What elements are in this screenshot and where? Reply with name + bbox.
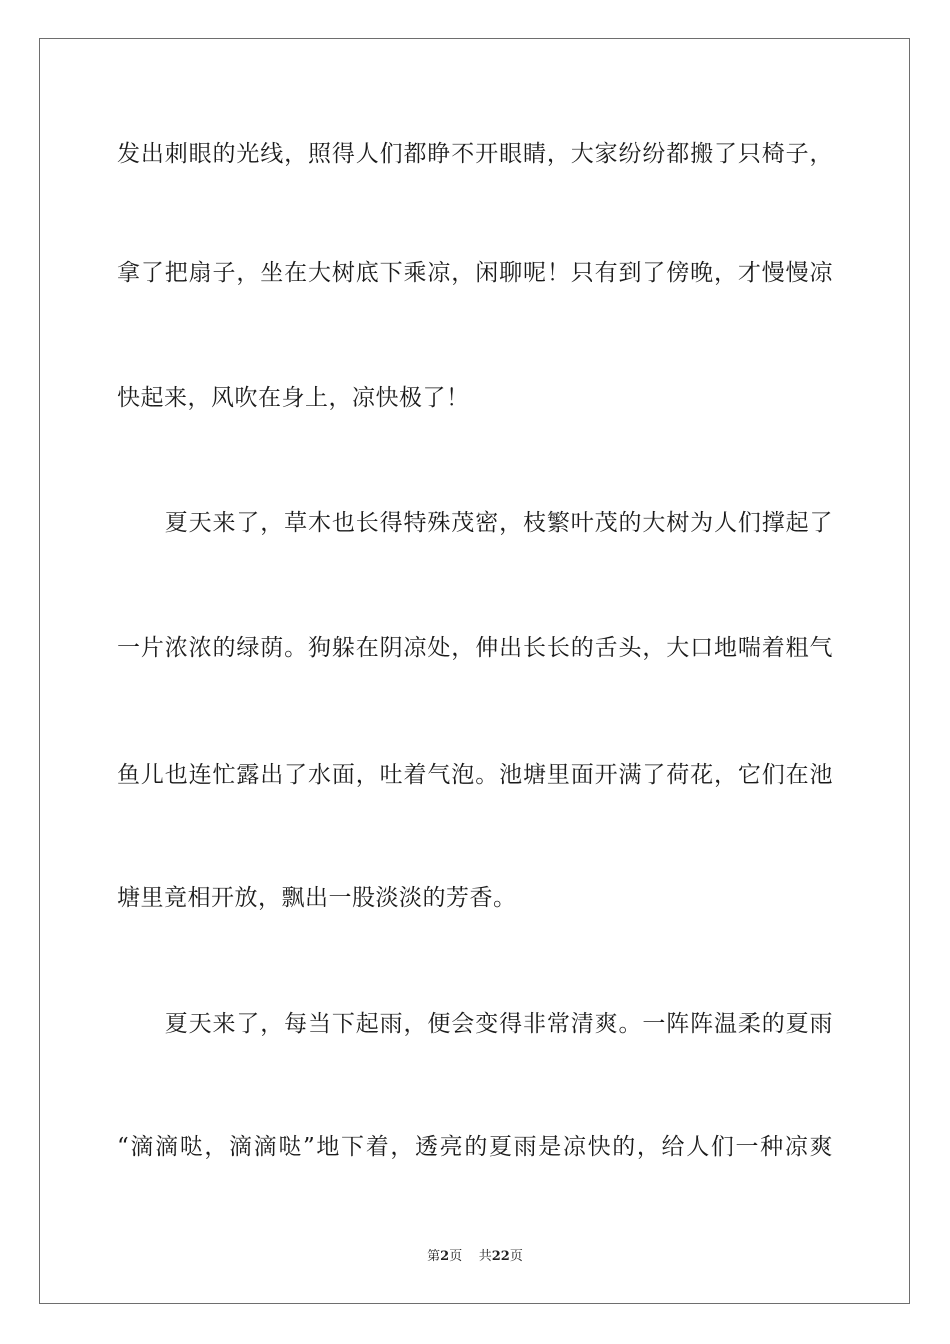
text-line: 快起来，风吹在身上，凉快极了！ [117, 385, 470, 411]
text-line: 塘里竟相开放，飘出一股淡淡的芳香。 [117, 885, 517, 911]
page-footer [0, 1248, 950, 1266]
total-pages: 22 [491, 1249, 510, 1264]
text-line: 一片浓浓的绿荫。狗躲在阴凉处，伸出长长的舌头，大口地喘着粗气 [117, 635, 833, 661]
text-line: 拿了把扇子，坐在大树底下乘凉，闲聊呢！只有到了傍晚，才慢慢凉 [117, 260, 833, 286]
text-line: 发出刺眼的光线，照得人们都睁不开眼睛，大家纷纷都搬了只椅子， [117, 141, 833, 167]
page-number: 2 [440, 1249, 450, 1264]
page-prefix: 第 [427, 1249, 441, 1264]
text-line: “滴滴哒，滴滴哒”地下着，透亮的夏雨是凉快的，给人们一种凉爽 [117, 1134, 833, 1160]
text-line: 鱼儿也连忙露出了水面，吐着气泡。池塘里面开满了荷花，它们在池 [117, 762, 833, 788]
total-suffix: 页 [509, 1249, 523, 1264]
text-line: 夏天来了，草木也长得特殊茂密，枝繁叶茂的大树为人们撑起了 [117, 510, 833, 536]
page-border [39, 38, 910, 1304]
text-line: 夏天来了，每当下起雨，便会变得非常清爽。一阵阵温柔的夏雨 [117, 1011, 833, 1037]
page-suffix: 页 [449, 1249, 463, 1264]
total-prefix: 共 [478, 1249, 492, 1264]
